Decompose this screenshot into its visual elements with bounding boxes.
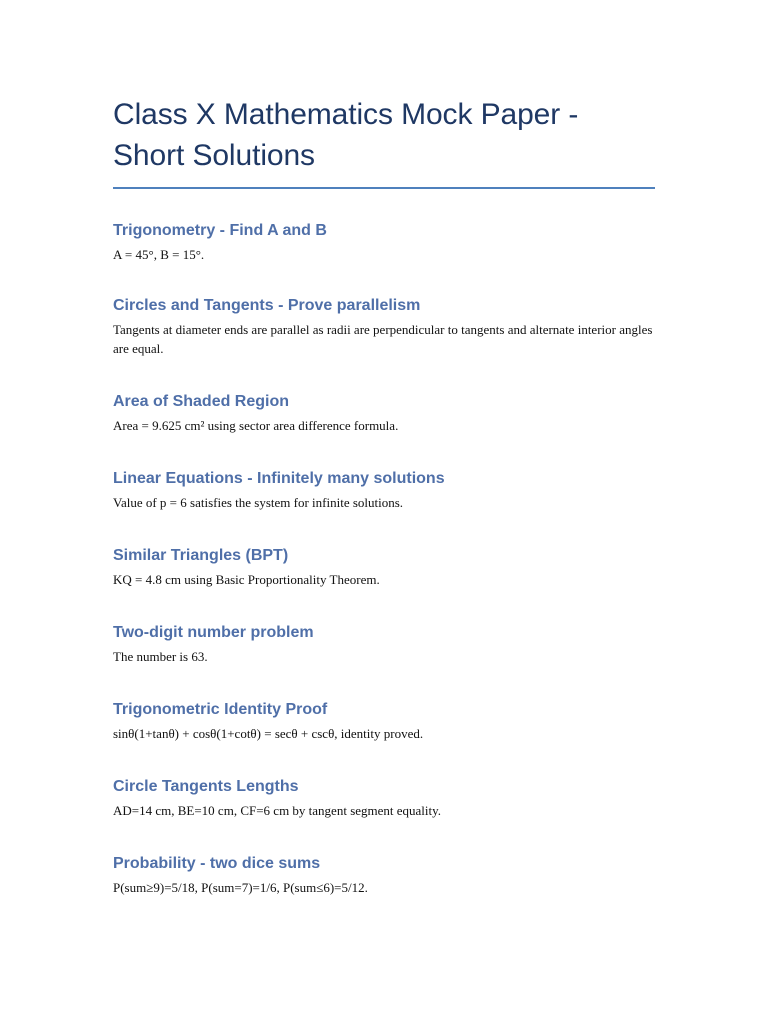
document-title: Class X Mathematics Mock Paper - Short Solutions: [113, 98, 579, 172]
section-two-digit-number: [113, 622, 655, 666]
section-body: P(sum≥9)=5/18, P(sum=7)=1/6, P(sum≤6)=5/12.: [113, 880, 368, 895]
section-heading: Area of Shaded Region: [113, 393, 290, 410]
section-similar-triangles: [113, 545, 655, 589]
section-body: sinθ(1+tanθ) + cosθ(1+cotθ) = secθ + cscθ, identity proved.: [113, 726, 424, 741]
section-body: Value of p = 6 satisfies the system for infinite solutions.: [113, 495, 404, 510]
section-body: Tangents at diameter ends are parallel as radii are perpendicular to tangents and alternate interior angles are equal.: [113, 322, 653, 356]
section-body: AD=14 cm, BE=10 cm, CF=6 cm by tangent segment equality.: [113, 803, 442, 818]
section-heading: Similar Triangles (BPT): [113, 547, 289, 564]
document-page: [113, 0, 655, 897]
section-identity-proof: [113, 699, 655, 743]
section-trigonometry: [113, 220, 655, 264]
section-circles-tangents: [113, 295, 655, 358]
section-body: A = 45°, B = 15°.: [113, 247, 205, 262]
section-heading: Two-digit number problem: [113, 624, 314, 641]
section-probability: [113, 853, 655, 897]
section-heading: Circle Tangents Lengths: [113, 778, 299, 795]
section-body: The number is 63.: [113, 649, 208, 664]
section-body: KQ = 4.8 cm using Basic Proportionality Theorem.: [113, 572, 380, 587]
section-circle-tangents-lengths: [113, 776, 655, 820]
section-heading: Trigonometric Identity Proof: [113, 701, 328, 718]
section-shaded-region: [113, 391, 655, 435]
section-body: Area = 9.625 cm² using sector area difference formula.: [113, 418, 399, 433]
section-linear-equations: [113, 468, 655, 512]
section-heading: Linear Equations - Infinitely many solutions: [113, 470, 445, 487]
section-heading: Circles and Tangents - Prove parallelism: [113, 297, 421, 314]
section-heading: Trigonometry - Find A and B: [113, 222, 327, 239]
title-divider: [113, 187, 655, 189]
section-heading: Probability - two dice sums: [113, 855, 321, 872]
